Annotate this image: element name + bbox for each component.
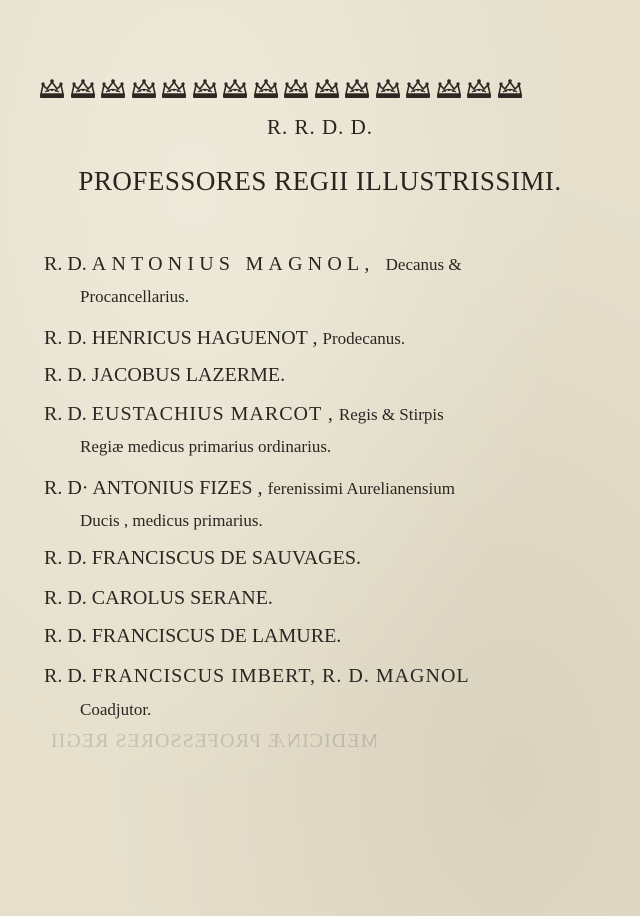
crown-icon bbox=[69, 78, 97, 100]
entry-imbert bbox=[44, 665, 544, 688]
entry-role: ferenissimi Aurelianensium bbox=[267, 479, 455, 498]
entry-name: FRANCISCUS IMBERT, R. D. MAGNOL bbox=[91, 665, 470, 687]
crown-icon bbox=[496, 78, 524, 100]
entry-lazerme bbox=[44, 364, 544, 387]
entry-role: Prodecanus. bbox=[322, 329, 406, 348]
entry-role: Regis & Stirpis bbox=[338, 405, 444, 424]
entry-fizes bbox=[44, 477, 544, 500]
crown-icon bbox=[343, 78, 371, 100]
entry-continuation: Procancellarius. bbox=[80, 287, 190, 306]
entry-prefix: R. D. bbox=[44, 253, 87, 275]
entry-magnol bbox=[44, 253, 544, 276]
entry-name: HENRICUS HAGUENOT , bbox=[91, 327, 318, 349]
entry-continuation: Regiæ medicus primarius ordinarius. bbox=[80, 437, 332, 456]
entry-prefix: R. D. bbox=[44, 587, 87, 609]
header-abbreviation: R. R. D. D. bbox=[266, 115, 374, 139]
entry-continuation: Ducis , medicus primarius. bbox=[80, 511, 263, 530]
entry-name: JACOBUS LAZERME. bbox=[91, 364, 286, 386]
crown-icon bbox=[160, 78, 188, 100]
entry-prefix: R. D. bbox=[44, 364, 87, 386]
entry-name: FRANCISCUS DE SAUVAGES. bbox=[91, 547, 361, 569]
entry-serane bbox=[44, 587, 544, 610]
crown-icon bbox=[99, 78, 127, 100]
entry-prefix: R. D· bbox=[44, 477, 89, 499]
crown-ornament-row bbox=[38, 74, 524, 100]
entry-prefix: R. D. bbox=[44, 547, 87, 569]
entry-lamure bbox=[44, 625, 544, 648]
crown-icon bbox=[38, 78, 66, 100]
crown-icon bbox=[191, 78, 219, 100]
entry-haguenot bbox=[44, 327, 544, 350]
entry-name: EUSTACHIUS MARCOT , bbox=[91, 403, 334, 425]
entry-prefix: R. D. bbox=[44, 625, 87, 647]
entry-continuation: Coadjutor. bbox=[80, 700, 152, 719]
entry-prefix: R. D. bbox=[44, 403, 87, 425]
entry-role: Decanus & bbox=[385, 255, 462, 274]
entry-prefix: R. D. bbox=[44, 665, 87, 687]
entry-name: CAROLUS SERANE. bbox=[91, 587, 273, 609]
bleed-through-text: MEDICINÆ PROFESSORES REGII bbox=[50, 730, 379, 752]
entry-name: FRANCISCUS DE LAMURE. bbox=[91, 625, 342, 647]
entry-marcot bbox=[44, 403, 544, 426]
crown-icon bbox=[221, 78, 249, 100]
crown-icon bbox=[404, 78, 432, 100]
crown-icon bbox=[252, 78, 280, 100]
crown-icon bbox=[374, 78, 402, 100]
entry-prefix: R. D. bbox=[44, 327, 87, 349]
crown-icon bbox=[282, 78, 310, 100]
crown-icon bbox=[313, 78, 341, 100]
entry-name: ANTONIUS MAGNOL, bbox=[91, 253, 375, 275]
crown-icon bbox=[465, 78, 493, 100]
crown-icon bbox=[130, 78, 158, 100]
entry-name: ANTONIUS FIZES , bbox=[92, 477, 263, 499]
page-title: PROFESSORES REGII ILLUSTRISSIMI. bbox=[78, 166, 562, 196]
entry-sauvages bbox=[44, 547, 544, 570]
crown-icon bbox=[435, 78, 463, 100]
